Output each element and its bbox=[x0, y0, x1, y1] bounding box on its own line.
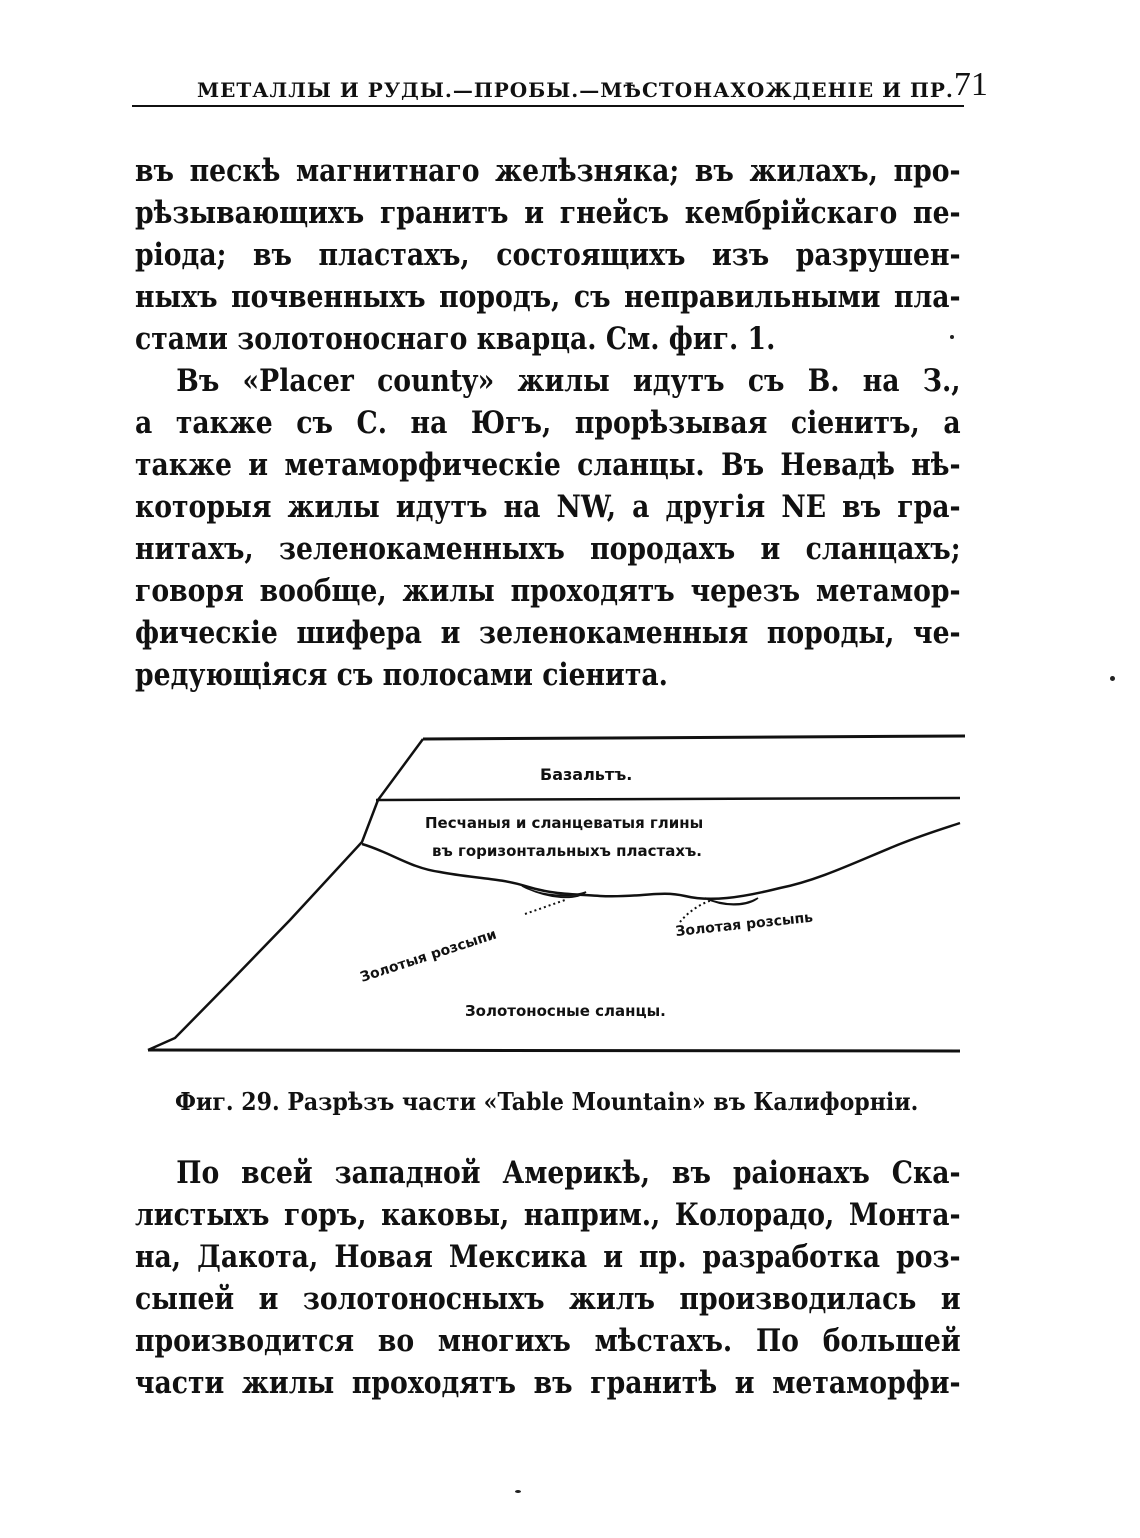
basalt-base-line bbox=[376, 798, 960, 800]
page-number: 71 bbox=[953, 66, 988, 103]
text-line: въ пескѣ магнитнаго желѣзняка; въ жилахъ, про- bbox=[135, 153, 961, 189]
text-line: сыпей и золотоносныхъ жилъ производилась и bbox=[135, 1281, 961, 1317]
text-line: которыя жилы идутъ на NW, а другія NE въ гра- bbox=[135, 489, 961, 525]
scan-speck bbox=[515, 1490, 521, 1493]
text-line: редующіяся съ полосами сіенита. bbox=[135, 657, 668, 693]
running-title: МЕТАЛЛЫ И РУДЫ.—ПРОБЫ.—МѢСТОНАХОЖДЕНІЕ И ПР. bbox=[197, 78, 954, 102]
text-line: также и метаморфическіе сланцы. Въ Невадѣ нѣ- bbox=[135, 447, 961, 483]
pointer-left bbox=[525, 900, 565, 914]
pointer-right bbox=[680, 900, 712, 922]
paragraph-2 bbox=[135, 360, 961, 696]
scan-speck bbox=[1110, 676, 1115, 681]
figure-caption: Фиг. 29. Разрѣзъ части «Table Mountain» въ Калифорніи. bbox=[175, 1087, 919, 1116]
text-line: фическіе шифера и зеленокаменныя породы, че- bbox=[135, 615, 961, 651]
text-line: рѣзывающихъ гранитъ и гнейсъ кембрійскаго пе- bbox=[135, 195, 961, 231]
text-line: Въ «Placer county» жилы идутъ съ В. на З., bbox=[176, 363, 961, 399]
text-line: на, Дакота, Новая Мексика и пр. разработка роз- bbox=[135, 1239, 961, 1275]
label-basalt: Базальтъ. bbox=[540, 765, 633, 784]
bottom-line bbox=[148, 1050, 960, 1051]
text-line: нитахъ, зеленокаменныхъ породахъ и сланцахъ; bbox=[135, 531, 961, 567]
paragraph-3 bbox=[135, 1152, 961, 1404]
mountain-slope bbox=[148, 739, 423, 1050]
label-placer-left: Золотыя розсыпи bbox=[358, 926, 499, 986]
label-clays-2: въ горизонтальныхъ пластахъ. bbox=[432, 842, 702, 860]
label-schists: Золотоносные сланцы. bbox=[465, 1002, 666, 1020]
text-line: ныхъ почвенныхъ породъ, съ неправильными пла- bbox=[135, 279, 961, 315]
label-placer-right: Золотая розсыпь bbox=[674, 909, 814, 940]
top-line bbox=[423, 736, 965, 739]
text-line: ріода; въ пластахъ, состоящихъ изъ разрушен- bbox=[135, 237, 961, 273]
geological-section-figure bbox=[140, 720, 970, 1070]
text-line: части жилы проходятъ въ гранитѣ и метаморфи- bbox=[135, 1365, 961, 1401]
scan-speck bbox=[950, 335, 954, 339]
text-line: По всей западной Америкѣ, въ раіонахъ Ска- bbox=[176, 1155, 961, 1191]
text-line: производится во многихъ мѣстахъ. По большей bbox=[135, 1323, 961, 1359]
text-line: а также съ С. на Югъ, прорѣзывая сіенитъ, а bbox=[135, 405, 961, 441]
text-line: листыхъ горъ, каковы, наприм., Колорадо, Монта- bbox=[135, 1197, 961, 1233]
paragraph-1 bbox=[135, 150, 961, 360]
header-rule bbox=[132, 105, 964, 107]
label-clays-1: Песчаныя и сланцеватыя глины bbox=[425, 814, 704, 832]
section-drawing bbox=[140, 720, 970, 1070]
text-line: говоря вообще, жилы проходятъ черезъ метамор- bbox=[135, 573, 961, 609]
running-head bbox=[135, 62, 988, 103]
clay-base-line bbox=[362, 823, 960, 899]
text-line: стами золотоноснаго кварца. См. фиг. 1. bbox=[135, 321, 776, 357]
